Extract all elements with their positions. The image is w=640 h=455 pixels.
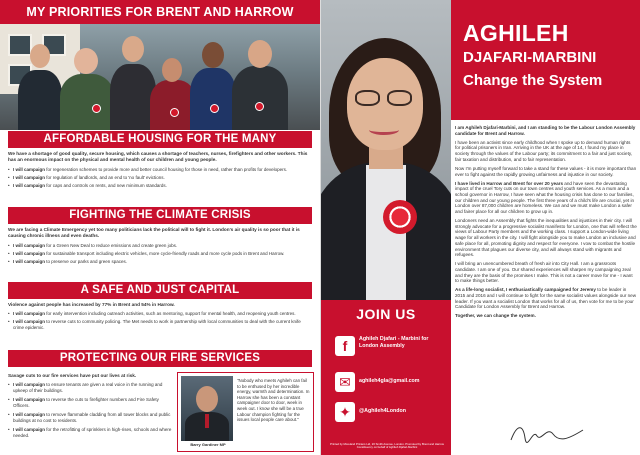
candidate-first-name: AGHILEH (463, 20, 569, 46)
candidate-bio (455, 125, 637, 322)
group-photo (0, 24, 320, 130)
list-item: • I will campaign for regulation of landlords, and an end to 'no fault' evictions. (8, 175, 312, 181)
endorser-name: Barry Gardiner MP (190, 442, 226, 447)
list-item: • I will campaign to reverse cuts to community policing. The Met needs to work in partnership with local communities to deal with the current knife crime epidemic. (8, 319, 312, 331)
join-us-box (321, 300, 451, 455)
imprint: Printed by Moreland Printers Ltd, 20 Smith Avenue, London. Promoted by Brent and Harrow Constituency on behalf of Aghileh Djafari-Marbini (330, 442, 444, 450)
bio-paragraph: Together, we can change the system. (455, 313, 536, 319)
candidate-panel (320, 0, 640, 455)
housing-intro: We have a shortage of good quality, secure housing, which causes a shortage of teachers, nurses, firefighters and other workers. This has an enormous impact on the physical and mental health of our children and young people. (8, 151, 308, 162)
list-item: • I will campaign for sustainable transport including electric vehicles, more cycle-friendly roads and more cycle pods in Brent and Harrow. (8, 251, 312, 257)
bio-paragraph: I have been an activist since early childhood when I spoke up to demand human rights for political prisoners in Iran. Arriving in the UK at the age of 14, I found my place in society through the values of the Labour party; its commitment to a fair and just society, fair taxation and distribution, and to fair representation. (455, 139, 633, 162)
safety-intro: Violence against people has increased by 77% in Brent and 54% in Harrow. (8, 302, 175, 307)
list-item: • I will campaign to ensure tenants are given a real voice in the running and upkeep of their buildings. (8, 382, 173, 394)
priorities-title: MY PRIORITIES FOR BRENT AND HARROW (26, 5, 294, 19)
climate-list (8, 243, 312, 267)
climate-intro: We are facing a Climate Emergency yet too many politicians lack the political will to fight it. London's air quality is so poor that it is causing chronic illness and even deaths. (8, 227, 300, 238)
email-link[interactable]: ✉ aghileh4gla@gmail.com (335, 370, 447, 396)
candidate-last-name: DJAFARI-MARBINI (463, 49, 597, 66)
twitter-link[interactable]: ✦ @Aghileh4London (335, 400, 447, 426)
list-item: • I will campaign to reverse the cuts to firefighter numbers and Fire Safety Officers. (8, 397, 173, 409)
priorities-banner (0, 0, 320, 24)
bio-paragraph: I have lived in Harrow and Brent for over 20 years and have seen the devastating impact of the cruel Tory cuts on our town centres and youth services. As a mum and a school governor in Harrow, I have seen what the housing crisis has done to our families, our children and our young people. The first three years of a child's life are crucial, yet in London over 87,000 children are homeless. We can and we must make London a safer and fairer place for all our children to grow up in. (455, 180, 635, 215)
rosette-icon (383, 200, 417, 234)
fire-heading: PROTECTING OUR FIRE SERVICES (8, 350, 312, 367)
signature (507, 420, 587, 446)
twitter-icon: ✦ (335, 402, 355, 422)
list-item: • I will campaign to preserve our parks and green spaces. (8, 259, 312, 265)
email-icon: ✉ (335, 372, 355, 392)
fire-section (8, 373, 173, 442)
housing-heading: AFFORDABLE HOUSING FOR THE MANY (8, 131, 312, 148)
list-item: • I will campaign for early intervention including outreach activities, such as mentoring, support for mental health, and reopening youth centres. (8, 311, 312, 317)
list-item: • I will campaign to remove flammable cladding from all tower blocks and public buildings at no cost to residents. (8, 412, 173, 424)
bio-paragraph: I am Aghileh Djafari-Marbini, and I am standing to be the Labour London Assembly candidate for Brent and Harrow. (455, 125, 636, 136)
facebook-icon: f (335, 336, 355, 356)
bio-paragraph: Now I'm putting myself forward to take a stand for these values - it is more important than ever to fight against the rapidly growing unfairness and injustice in our society. (455, 165, 637, 177)
join-us-title: JOIN US (356, 306, 416, 322)
candidate-name-box (451, 0, 640, 120)
list-item: • I will campaign for a Green New Deal to reduce emissions and create green jobs. (8, 243, 312, 249)
housing-list (8, 167, 312, 191)
list-item: • I will campaign for caps and controls on rents, and new minimum standards. (8, 183, 312, 189)
fire-intro: Savage cuts to our fire services have put our lives at risk. (8, 373, 137, 378)
bio-paragraph: Londoners need an Assembly that fights the inequalities and injustices in their city. I will strongly advocate for a progressive socialist manifesto for London, one that will reflect the views of Labour Party members and the working class. I support a London-wide living wage for all workers in the city. I will fight alongside you to make London an inclusive and safe place for all, promoting dignity and respect for everyone. I vow to combat the hostile environment that plagues our diverse city, and will always stand with migrants and refugees. (455, 218, 637, 258)
climate-heading: FIGHTING THE CLIMATE CRISIS (8, 207, 312, 224)
campaign-tagline: Change the System (463, 72, 603, 89)
facebook-link[interactable]: f Aghileh Djafari - Marbini for London Assembly (335, 334, 447, 360)
endorser-photo (181, 376, 233, 441)
safety-list (8, 311, 312, 333)
endorsement-quote (177, 372, 314, 452)
safety-heading: A SAFE AND JUST CAPITAL (8, 282, 312, 299)
candidate-portrait (321, 0, 451, 300)
bio-paragraph: As a life-long socialist, I enthusiastically campaigned for Jeremy to be leader in 2015 and 2016 and I will continue to fight for the same socialist values alongside our new leader. If you want a socialist London that works for all of us, then vote for me to be your Candidate for London Assembly for Brent and Harrow. (455, 287, 637, 310)
fire-list (8, 382, 173, 439)
list-item: • I will campaign for the retrofitting of sprinklers in high-rises, schools and where needed. (8, 427, 173, 439)
quote-text: "Nobody who meets Aghileh can fail to be enthused by her incredible energy, warmth and determination. In Harrow she has been a constant campaigner door to door, week in week out. I know she will be a true Labour champion fighting for the issues local people care about." (237, 378, 310, 423)
bio-paragraph: I will bring an unencumbered breath of fresh air into City Hall. I am a grassroots candidate. I am one of you. Our shared experiences will sharpen my campaigning zeal and they are the basis of the promises I make. This is not a career move for me - I want to make things better. (455, 261, 633, 284)
list-item: • I will campaign for regeneration schemes to provide more and better council housing for those in need, rather than profits for developers. (8, 167, 312, 173)
